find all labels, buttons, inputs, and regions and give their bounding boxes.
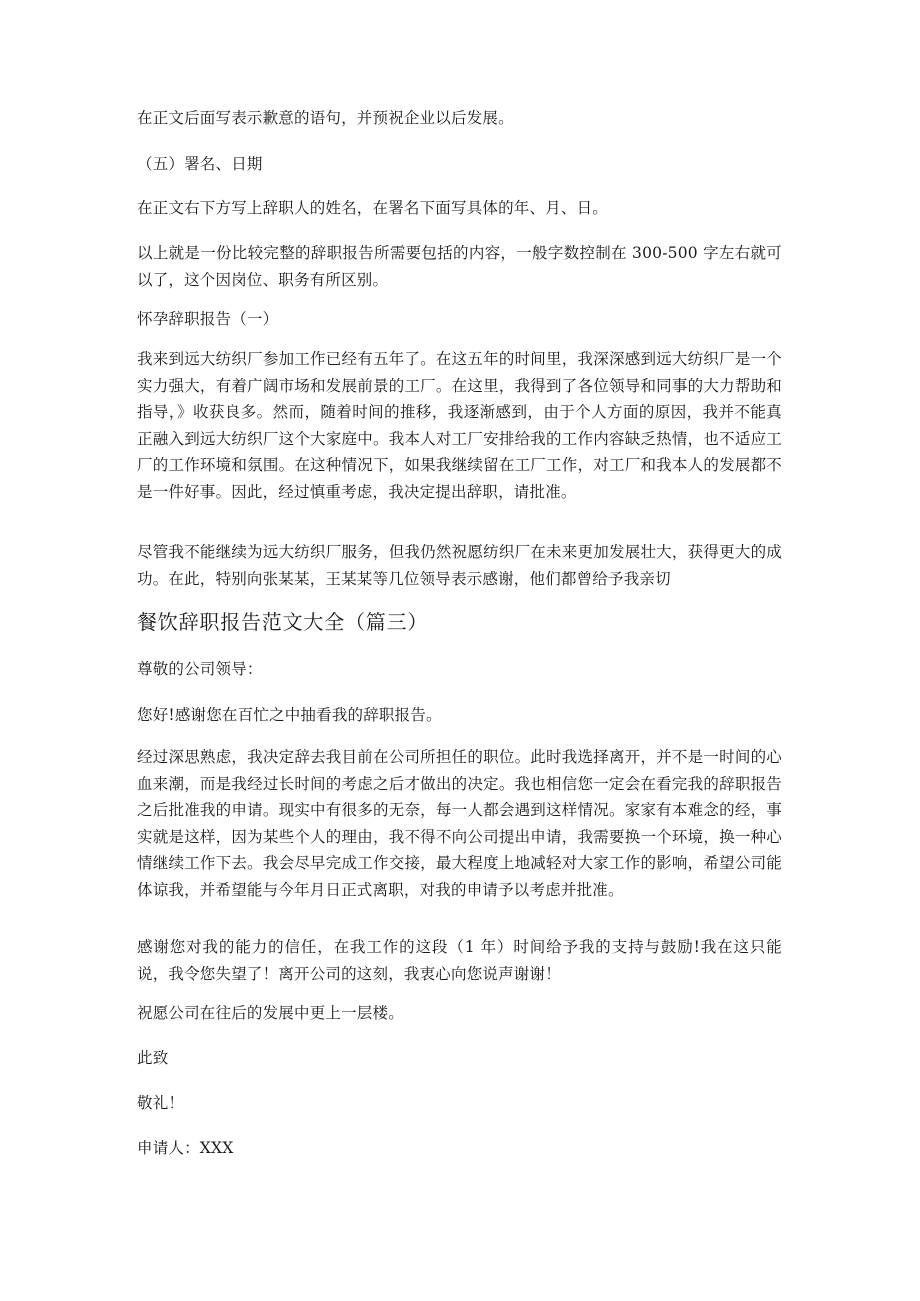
paragraph-apology-note: 在正文后面写表示歉意的语句，并预祝企业以后发展。 [137, 109, 514, 127]
letter-wish: 祝愿公司在往后的发展中更上一层楼。 [137, 1004, 404, 1022]
paragraph-signature-instructions: 在正文右下方写上辞职人的姓名，在署名下面写具体的年、月、日。 [137, 199, 609, 217]
letter-closing-2: 敬礼！ [137, 1094, 185, 1112]
letter-greeting: 您好!感谢您在百忙之中抽看我的辞职报告。 [137, 706, 442, 724]
letter-applicant: 申请人：XXX [137, 1139, 234, 1157]
letter-salutation: 尊敬的公司领导： [137, 660, 263, 678]
subheading-signature-date: （五）署名、日期 [137, 155, 263, 173]
letter-body-thanks: 感谢您对我的能力的信任，在我工作的这段（1 年）时间给予我的支持与鼓励!我在这只能说，我令您失望了！离开公司的这刻，我衷心向您说声谢谢！ [137, 938, 782, 983]
section-heading: 餐饮辞职报告范文大全（篇三） [137, 610, 429, 634]
paragraph-length-summary: 以上就是一份比较完整的辞职报告所需要包括的内容，一般字数控制在 300-500 字左右就可以了，这个因岗位、职务有所区别。 [137, 244, 782, 289]
letter-closing-1: 此致 [137, 1049, 169, 1067]
subheading-pregnancy-resignation: 怀孕辞职报告（一） [137, 310, 279, 328]
paragraph-textile-factory-thanks: 尽管我不能继续为远大纺织厂服务，但我仍然祝愿纺织厂在未来更加发展壮大，获得更大的成功。在此，特别向张某某，王某某等几位领导表示感谢，他们都曾给予我亲切 [137, 543, 782, 588]
letter-body-main: 经过深思熟虑，我决定辞去我目前在公司所担任的职位。此时我选择离开，并不是一时间的心血来潮，而是我经过长时间的考虑之后才做出的决定。我也相信您一定会在看完我的辞职报告之后批准我的申请。现实中有很多的无奈，每一人都会遇到这样情况。家家有本难念的经，事实就是这样，因为某些个人的理由，我不得不向公司提出申请，我需要换一个环境，换一种心情继续工作下去。我会尽早完成工作交接，最大程度上地减轻对大家工作的影响，希望公司能体谅我，并希望能与今年月日正式离职，对我的申请予以考虑并批准。 [137, 748, 782, 899]
paragraph-textile-factory-body: 我来到远大纺织厂参加工作已经有五年了。在这五年的时间里，我深深感到远大纺织厂是一个实力强大，有着广阔市场和发展前景的工厂。在这里，我得到了各位领导和同事的大力帮助和指导，》收获良多。然而，随着时间的推移，我逐渐感到，由于个人方面的原因，我并不能真正融入到远大纺织厂这个大家庭中。我本人对工厂安排给我的工作内容缺乏热情，也不适应工厂的工作环境和氛围。在这种情况下，如果我继续留在工厂工作，对工厂和我本人的发展都不是一件好事。因此，经过慎重考虑，我决定提出辞职，请批准。 [137, 350, 782, 501]
